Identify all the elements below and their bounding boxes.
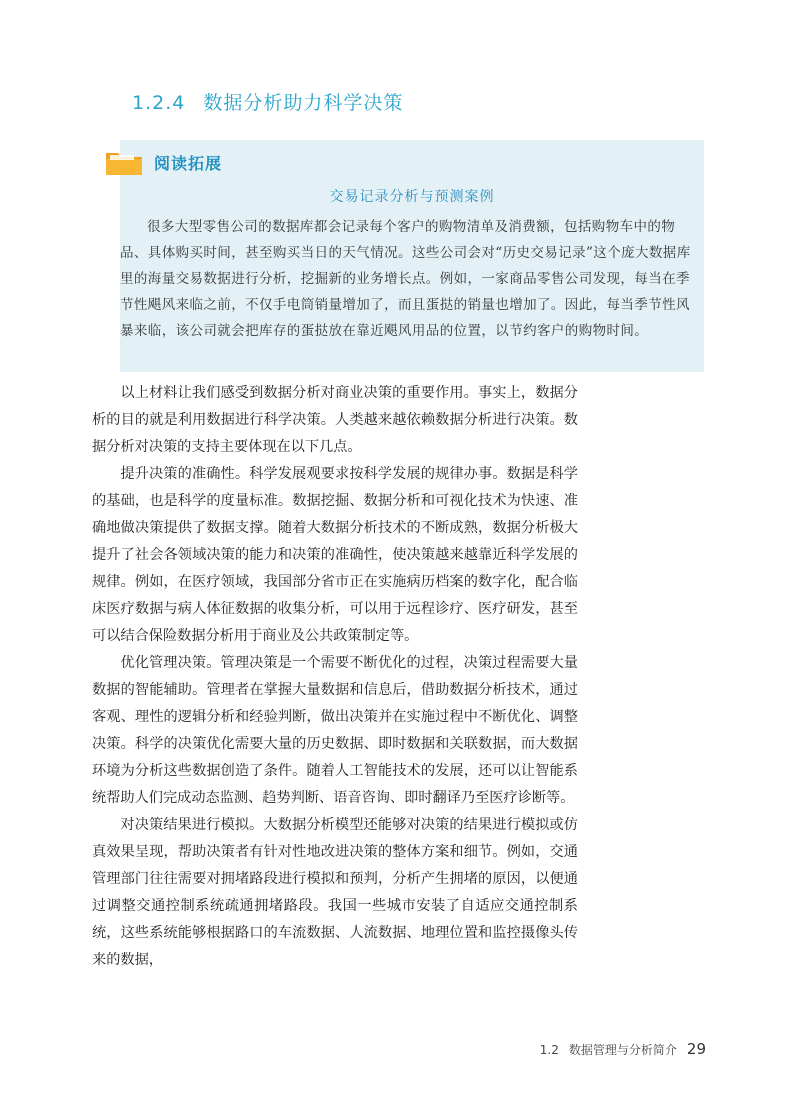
paragraph-accuracy (92, 461, 578, 650)
paragraph-lead: 优化管理决策。 (120, 655, 221, 671)
section-number: 1.2.4 (132, 92, 186, 114)
paragraph-optimize (92, 650, 578, 812)
footer-title: 数据管理与分析简介 (568, 1043, 677, 1057)
paragraph-simulate (92, 812, 578, 974)
footer-section: 1.2 (539, 1043, 559, 1057)
section-title (132, 88, 403, 115)
paragraph-text: 科学发展观要求按科学发展的规律办事。数据是科学的基础，也是科学的度量标准。数据挖掘、数据分析和可视化技术为快速、准确地做决策提供了数据支撑。随着大数据分析技术的不断成熟，数据分析极大提升了社会各领域决策的能力和决策的准确性，使决策越来越靠近科学发展的规律。例如，在医疗领域，我国部分省市正在实施病历档案的数字化，配合临床医疗数据与病人体征数据的收集分析，可以用于远程诊疗、医疗研发，甚至可以结合保险数据分析用于商业及公共政策制定等。 (92, 466, 578, 644)
reading-header (104, 144, 222, 180)
reading-label: 阅读拓展 (154, 153, 223, 173)
page-number: 29 (686, 1040, 706, 1058)
folder-icon (104, 147, 144, 177)
paragraph-text: 大数据分析模型还能够对决策的结果进行模拟或仿真效果呈现，帮助决策者有针对性地改进决策的整体方案和细节。例如，交通管理部门往往需要对拥堵路段进行模拟和预判，分析产生拥堵的原因，以便通过调整交通控制系统疏通拥堵路段。我国一些城市安装了自适应交通控制系统，这些系统能够根据路口的车流数据、人流数据、地理位置和监控摄像头传来的数据， (92, 817, 578, 968)
reading-paragraph: 很多大型零售公司的数据库都会记录每个客户的购物清单及消费额，包括购物车中的物品、具体购买时间，甚至购买当日的天气情况。这些公司会对“历史交易记录”这个庞大数据库里的海量交易数据进行分析，挖掘新的业务增长点。例如，一家商品零售公司发现，每当在季节性飓风来临之前，不仅手电筒销量增加了，而且蛋挞的销量也增加了。因此，每当季节性风暴来临，该公司就会把库存的蛋挞放在靠近飓风用品的位置，以节约客户的购物时间。 (120, 219, 691, 339)
intro-paragraph: 以上材料让我们感受到数据分析对商业决策的重要作用。事实上，数据分析的目的就是利用数据进行科学决策。人类越来越依赖数据分析进行决策。数据分析对决策的支持主要体现在以下几点。 (92, 385, 578, 455)
body-text (92, 380, 578, 974)
reading-text (120, 214, 692, 344)
paragraph-lead: 对决策结果进行模拟。 (120, 817, 264, 833)
paragraph-text: 管理决策是一个需要不断优化的过程，决策过程需要大量数据的智能辅助。管理者在掌握大量数据和信息后，借助数据分析技术，通过客观、理性的逻辑分析和经验判断，做出决策并在实施过程中不断优化、调整决策。科学的决策优化需要大量的历史数据、即时数据和关联数据，而大数据环境为分析这些数据创造了条件。随着人工智能技术的发展，还可以让智能系统帮助人们完成动态监测、趋势判断、语音咨询、即时翻译乃至医疗诊断等。 (92, 655, 578, 806)
page-footer (540, 1040, 706, 1058)
paragraph-lead: 提升决策的准确性。 (120, 466, 250, 482)
reading-heading: 交易记录分析与预测案例 (329, 189, 495, 205)
section-title-text: 数据分析助力科学决策 (203, 92, 404, 114)
